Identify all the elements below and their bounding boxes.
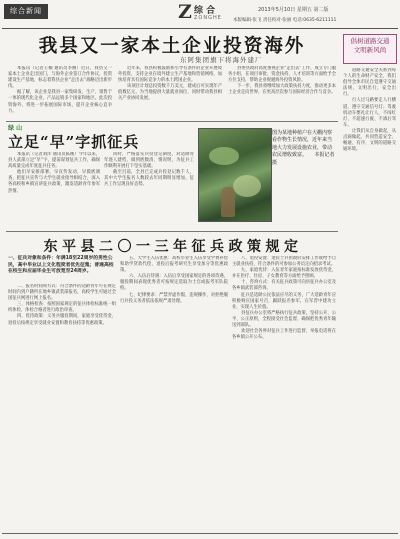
paragraph: 让我们从自身做起，从点滴做起，共同营造安全、畅通、有序、文明的道路交通环境。	[343, 128, 396, 153]
paragraph: 县征兵办公室将严格执行征兵政策，坚持公开、公平、公正原则，全程接受社会监督，确保把优秀青年输送到部队。	[232, 310, 336, 329]
greenhouse-photo	[198, 128, 272, 222]
main-headline: 我县又一家本土企业投资海外	[38, 36, 306, 57]
section-letter: Z	[178, 1, 192, 23]
third-story-lead: 一、征兵对象和条件：年满18至22周岁的男性公民，高中毕业以上文化程度者优先征集；普通高校在校生和应届毕业生可放宽至24周岁。	[8, 256, 114, 275]
paragraph: 据了解，该企业是我县一家集研发、生产、销售于一体的现代化企业，产品远销多个国家和地区。此次投资海外，将进一步拓展国际市场，提升企业核心竞争力。	[8, 90, 112, 114]
paragraph: 行人过马路要走人行横道，遵守交通信号灯；驾驶机动车要礼让行人，不闯红灯、不超速行驶、不酒后驾车。	[343, 98, 396, 128]
paragraph: 同时，严格落实兵役登记制度，对适龄青年逐人建档，做到底数清、情况明，为征兵工作顺利开展打下坚实基础。	[104, 152, 194, 170]
second-story-headline: 立足“早”字抓征兵	[8, 133, 140, 151]
third-story-headline: 东平县二〇一三年征兵政策规定	[43, 239, 303, 255]
main-subheadline: 东阿集团旗下将海外建厂	[180, 56, 263, 64]
photo-caption: 图为某地种植户在大棚内察看作物生长情况，近年来当地大力发展设施农业，带动农民增收致富。 本报记者摄	[272, 130, 335, 166]
paragraph: 道路交通安全关系到每个人的生命财产安全，我们倡导全体市民自觉遵守交通法规，文明出行，安全出行。	[343, 68, 396, 98]
section-sub: ZONGHE	[194, 15, 222, 21]
second-story-col-1	[8, 152, 100, 230]
main-story-col-2	[118, 66, 222, 122]
right-sidebar	[340, 32, 398, 537]
paragraph: 征兵是适龄公民依法应尽的义务，广大适龄青年应积极响应国家号召，踊跃报名参军，在军营中建功立业，实现人生价值。	[232, 292, 336, 310]
section-divider	[6, 121, 338, 122]
main-story-col-3	[228, 66, 336, 122]
third-story-col-2	[120, 256, 228, 530]
photo-detail	[221, 187, 235, 217]
sidebar-title-box	[343, 34, 397, 64]
paragraph: 该项目计划总投资数千万美元，建成后可实现年产值数亿元，为当地提供大量就业岗位，同时带动我县相关产业协同发展。	[118, 84, 222, 102]
paragraph: 九、家庭优待：入伍青年家庭按标准发放优待金，并在医疗、住房、子女教育等方面给予照顾。	[232, 268, 336, 280]
sidebar-text	[343, 68, 396, 534]
masthead	[0, 0, 400, 30]
newspaper-logo: 综合新闻	[4, 4, 48, 19]
second-story-col-2	[104, 152, 194, 230]
paragraph: 欢迎社会各界对征兵工作进行监督，举报电话将在各乡镇公开公布。	[232, 329, 336, 341]
date-line: 2013年5月10日 星期五 第二版	[258, 7, 329, 13]
photo-detail	[209, 147, 239, 165]
paragraph: 本报讯（记者刘洋 通讯员陈刚）今年以来，县人武部立足“早”字，提前谋划征兵工作，确保高质量完成年度征兵任务。	[8, 152, 100, 170]
second-story-kicker: 绿 山	[8, 125, 23, 132]
third-story-col-3	[232, 256, 336, 530]
footer-rule	[2, 533, 398, 534]
photo-detail	[233, 175, 261, 197]
paragraph: 截至目前，全县已完成兵役登记数千人，其中大学生报名人数较去年同期明显增加，征兵工作呈现良好态势。	[104, 170, 194, 188]
contact-line: 本版编辑·张飞 责任校对·张丽 电话:0635-6211111	[233, 18, 337, 23]
section-name: 综 合	[194, 6, 216, 16]
paragraph: 四、优待政策：义务兵服役期间，家庭享受优待金，退役后按规定享受就业安置和教育扶持等优惠政策。	[8, 314, 116, 326]
paragraph: 二、报名时间和方式：符合条件的适龄青年可在规定时间内到户籍所在地乡镇武装部报名，高校学生可通过全国征兵网进行网上报名。	[8, 284, 116, 302]
paragraph: 近年来，我县积极鼓励和引导有条件的企业开展境外投资，支持企业在境外建立生产基地和营销网络，加快培育具有国际竞争力的本土跨国企业。	[118, 66, 222, 84]
paragraph: 本报讯（记者王楠 通讯员李刚）近日，我县又一家本土企业走出国门，与海外企业签订合作协议，投资建设生产基地，标志着我县企业“走出去”战略迈出新步伐。	[8, 66, 112, 90]
masthead-rule	[2, 28, 398, 29]
main-story-col-1	[8, 66, 112, 122]
paragraph: 三、体格检查：按照国家规定的征兵体检标准统一组织体检，体检合格者进行政治审查。	[8, 302, 116, 314]
third-story-col-1	[8, 284, 116, 530]
paragraph: 十、咨询方式：有关征兵政策可向县征兵办公室及各乡镇武装部咨询。	[232, 280, 336, 292]
paragraph: 下一步，我县将继续加大政策扶持力度，推动更多本土企业走向世界，在更高层次参与国际经济合作与竞争。	[228, 84, 336, 96]
paragraph: 他们早安排部署，早宣传发动，早摸底调查，把征兵宣传与大学生就业指导相结合，深入各高校和乡镇宣讲征兵政策，激发适龄青年参军热情。	[8, 170, 100, 194]
paragraph: 县委县政府高度重视企业“走出去”工作，成立专门服务小组，在项目审批、资金扶持、人才培训等方面给予全方位支持，帮助企业规避海外投资风险。	[228, 66, 336, 84]
paragraph: 六、入伍后待遇：入伍后享受国家规定的各项待遇，服役期间表现优秀者可按规定选取为士官或报考军队院校。	[120, 274, 228, 292]
paragraph: 五、大学生入伍优惠：高校毕业生入伍享受学费补偿和助学贷款代偿，退役后报考研究生享受加分等优惠政策。	[120, 256, 228, 274]
paragraph: 八、退役安置：退役士兵由政府安排工作或给予自主就业扶持，符合条件的可参加公务员定向招录考试。	[232, 256, 336, 268]
section-divider	[6, 231, 338, 232]
sidebar-title: 倡树道路交通 文明新风尚	[350, 37, 390, 54]
paragraph: 七、纪律要求：严禁弄虚作假、违规操作，对拒绝履行兵役义务者依法依规严肃处理。	[120, 292, 228, 304]
